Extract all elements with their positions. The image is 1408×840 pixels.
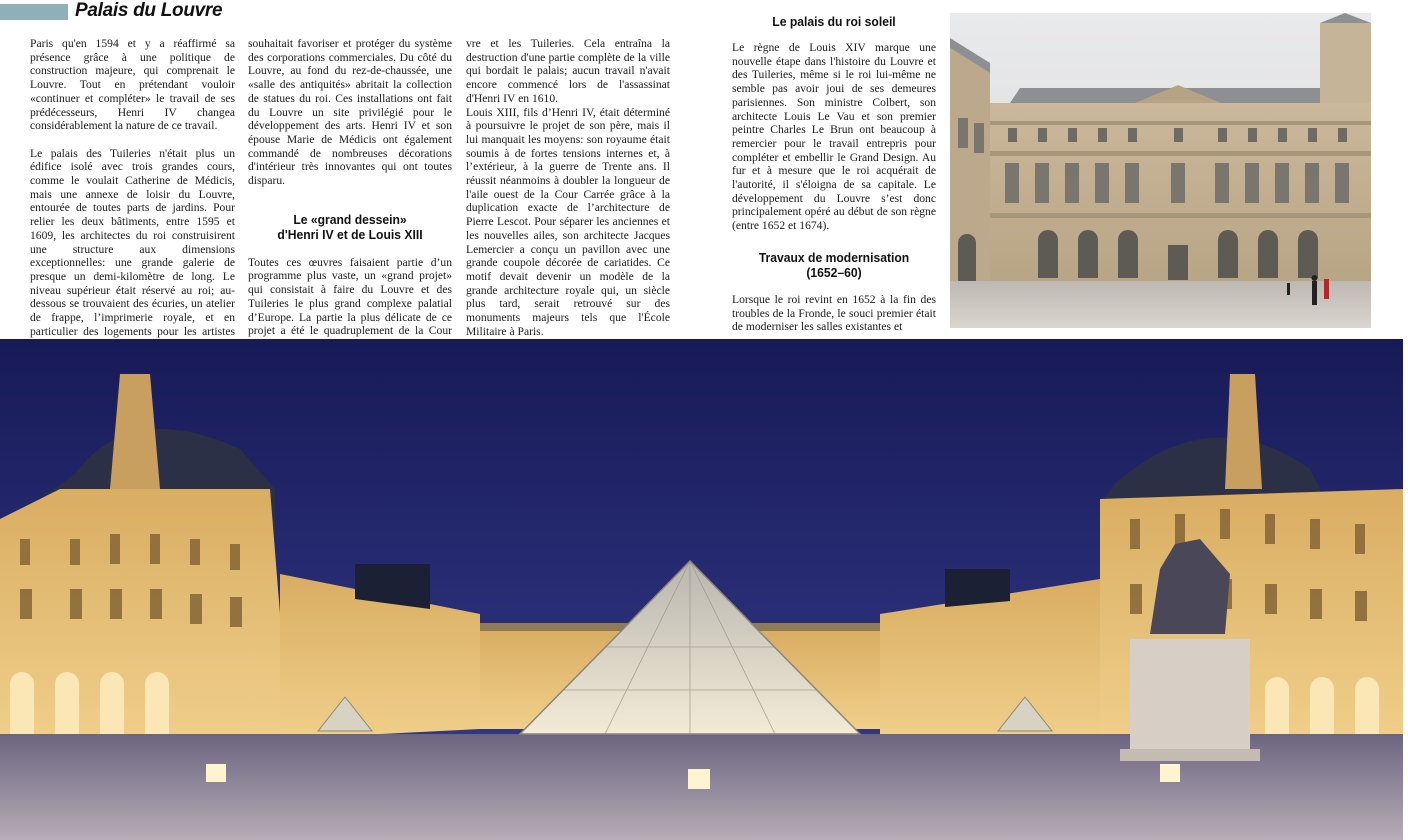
section-heading: Le palais du roi soleil [772, 14, 896, 29]
paragraph: Le règne de Louis XIV marque une nouvelle étape dans l'histoire du Louvre et des Tuileries, même si le roi lui-même ne semble pas avoir joui de ses demeures parisiennes. Son ministre Colbert, son architecte Louis Le Vau et son premier peintre Charles Le Brun ont beaucoup à remercier pour le travail entrepris pour compléter et embellir le Grand Design. Au fur et à mesure que le roi acquérait de l'autorité, il s'éloigna de sa capitale. Le développement du Louvre s’est donc principalement opéré au début de son règne (entre 1652 et 1674). [732, 41, 936, 233]
section-heading-line: Travaux de modernisation [758, 249, 910, 265]
section-heading-line: Le «grand dessein» [293, 211, 407, 227]
louvre-pyramid-night-photo [0, 339, 1403, 840]
paragraph: Le palais des Tuileries n'était plus un édifice isolé avec trois grandes cours, comme le voulait Catherine de Médicis, mais une annexe de loisir du Louvre, entourée de toutes parts de jardins. Pour relier les deux bâtiments, entre 1595 et 1609, les architectes du roi construisirent une structure aux dimensions exceptionnelles: une grande galerie de presque un demi-kilomètre de long. Le niveau supérieur était réservé au roi; au-dessous se trouvaient des écuries, un atelier de frappe, l’imprimerie royale, et en particulier des logements pour les artistes [30, 146, 235, 338]
header-accent-bar [0, 4, 68, 20]
text-column-1 [30, 37, 235, 352]
page-header-title: Palais du Louvre [75, 0, 223, 21]
section-heading [740, 250, 928, 280]
paragraph: vre et les Tuileries. Cela entraîna la destruction d'une partie complète de la ville qui bordait le palais; aucun travail n'avait encore commencé lors de l'assassinat d'Henri IV en 1610. [466, 37, 670, 105]
paragraph: souhaitait favoriser et protéger du système des corporations commerciales. Du côté du Louvre, au fond du rez-de-chaussée, une «salle des antiquités» abritait la collection de statues du roi. Ces installations ont fait du Louvre un site privilégié pour le développement des arts. Henri IV et son épouse Marie de Médicis ont également commandé de nombreuses décorations d'intérieur très innovantes qui ont toutes disparu. [248, 37, 452, 188]
paragraph: Toutes ces œuvres faisaient partie d’un programme plus vaste, un «grand projet» qui consistait à faire du Louvre et des Tuileries le plus grand complexe palatial d’Europe. La partie la plus délicate de ce projet a été le quadruplement de la Cour [248, 255, 452, 338]
section-heading [256, 212, 444, 242]
section-heading-line: (1652–60) [806, 264, 862, 280]
section-heading-line: d'Henri IV et de Louis XIII [277, 226, 423, 242]
paragraph: Louis XIII, fils d’Henri IV, était déterminé à poursuivre le projet de son père, mais il lui manquait les moyens: son royaume était soumis à de fortes tensions internes et, à l’extérieur, à la guerre de Trente ans. Il réussit néanmoins à doubler la longueur de l'aile ouest de la Cour Carrée grâce à la duplication exacte de l’architecture de Pierre Lescot. Pour séparer les anciennes et les nouvelles ailes, son architecte Jacques Lemercier a conçu un pavillon avec une grande coupole décorée de cariatides. Ce motif devait devenir un modèle de la grande architecture royale qui, un siècle plus tard, serait retrouvé sur des monuments majeurs tels que l'École Militaire à Paris. [466, 105, 670, 338]
text-column-2 [248, 37, 452, 365]
cour-carree-photo [950, 13, 1371, 328]
text-column-4 [732, 41, 936, 334]
text-column-3 [466, 37, 670, 338]
paragraph: Paris qu'en 1594 et y a réaffirmé sa présence grâce à une politique de construction majeure, qui comprenait le Louvre. Tout en prétendant vouloir «continuer et compléter» le travail de ses prédécesseurs, Henri IV changea considérablement la nature de ce travail. [30, 37, 235, 133]
paragraph: Lorsque le roi revint en 1652 à la fin des troubles de la Fronde, le souci premier était de moderniser les salles existantes et [732, 292, 936, 334]
